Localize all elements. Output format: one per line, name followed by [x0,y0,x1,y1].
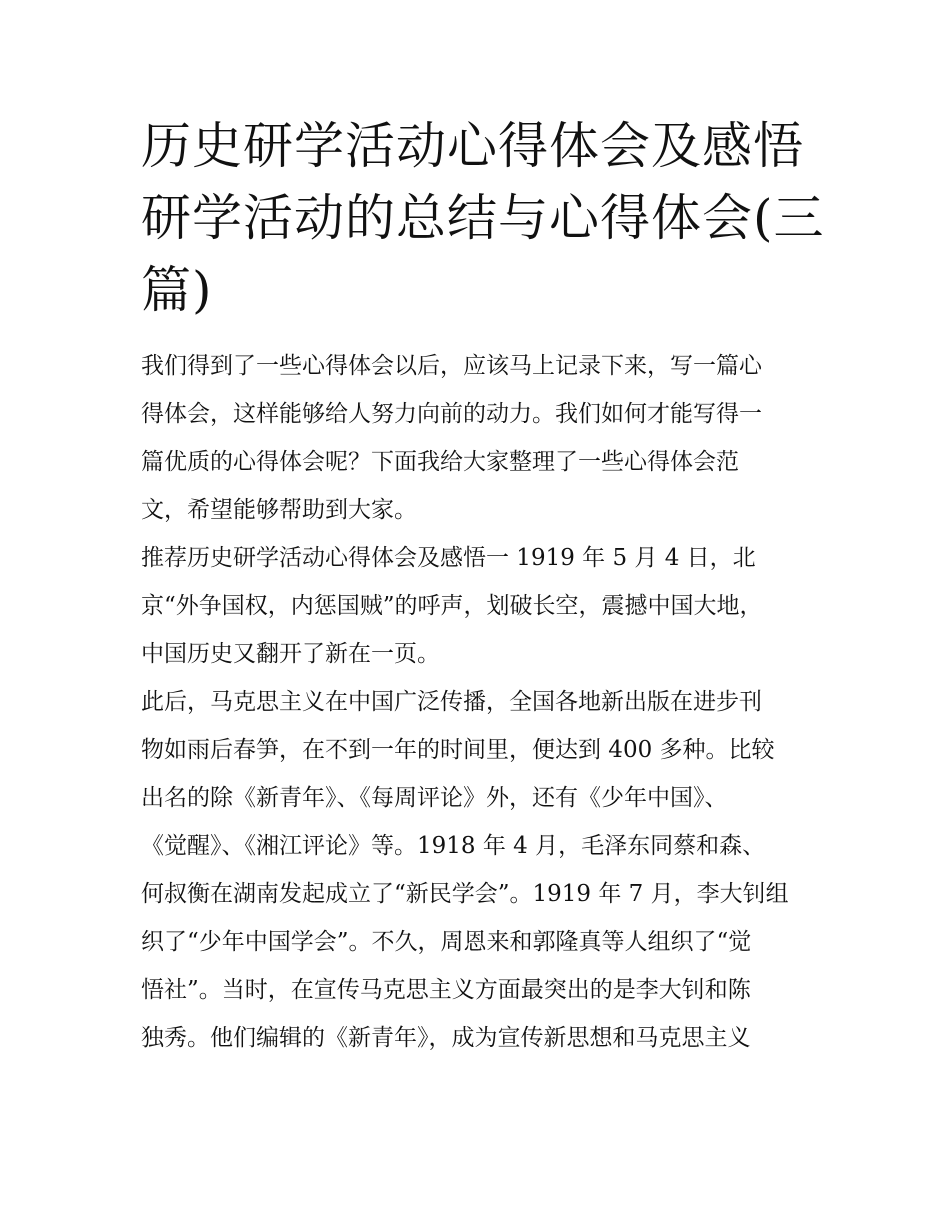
text-line: 独秀。他们编辑的《新青年》，成为宣传新思想和马克思主义 [141,1025,751,1051]
intro-paragraph [141,342,821,534]
text-line: 出名的除《新青年》、《每周评论》外，还有《少年中国》、 [141,785,728,811]
text-line: 得体会，这样能够给人努力向前的动力。我们如何才能写得一 [141,401,762,427]
text-line: 我们得到了一些心得体会以后，应该马上记录下来，写一篇心 [141,353,762,379]
text-line: 推荐历史研学活动心得体会及感悟一 1919 年 5 月 4 日，北 [141,545,756,571]
text-line: 京“外争国权，内惩国贼”的呼声，划破长空，震撼中国大地， [141,593,763,619]
text-line: 篇优质的心得体会呢？下面我给大家整理了一些心得体会范 [141,449,739,475]
text-line: 物如雨后春笋，在不到一年的时间里，便达到 400 多种。比较 [141,737,775,763]
text-line: 悟社”。当时，在宣传马克思主义方面最突出的是李大钊和陈 [141,977,751,1003]
body-paragraph [141,678,821,1062]
text-line: 文，希望能够帮助到大家。 [141,497,417,523]
text-line: 《觉醒》、《湘江评论》等。1918 年 4 月，毛泽东同蔡和森、 [141,833,766,859]
text-line: 何叔衡在湖南发起成立了“新民学会”。1919 年 7 月，李大钊组 [141,881,789,907]
title-line: 历史研学活动心得体会及感悟 [141,117,804,175]
document-title [141,110,825,326]
text-line: 中国历史又翻开了新在一页。 [141,641,440,667]
essay-one-paragraph [141,534,821,678]
title-line: 篇) [141,261,213,319]
document-page [141,110,825,1062]
text-line: 此后，马克思主义在中国广泛传播，全国各地新出版在进步刊 [141,689,762,715]
title-line: 研学活动的总结与心得体会(三 [141,189,825,247]
text-line: 织了“少年中国学会”。不久，周恩来和郭隆真等人组织了“觉 [141,929,752,955]
